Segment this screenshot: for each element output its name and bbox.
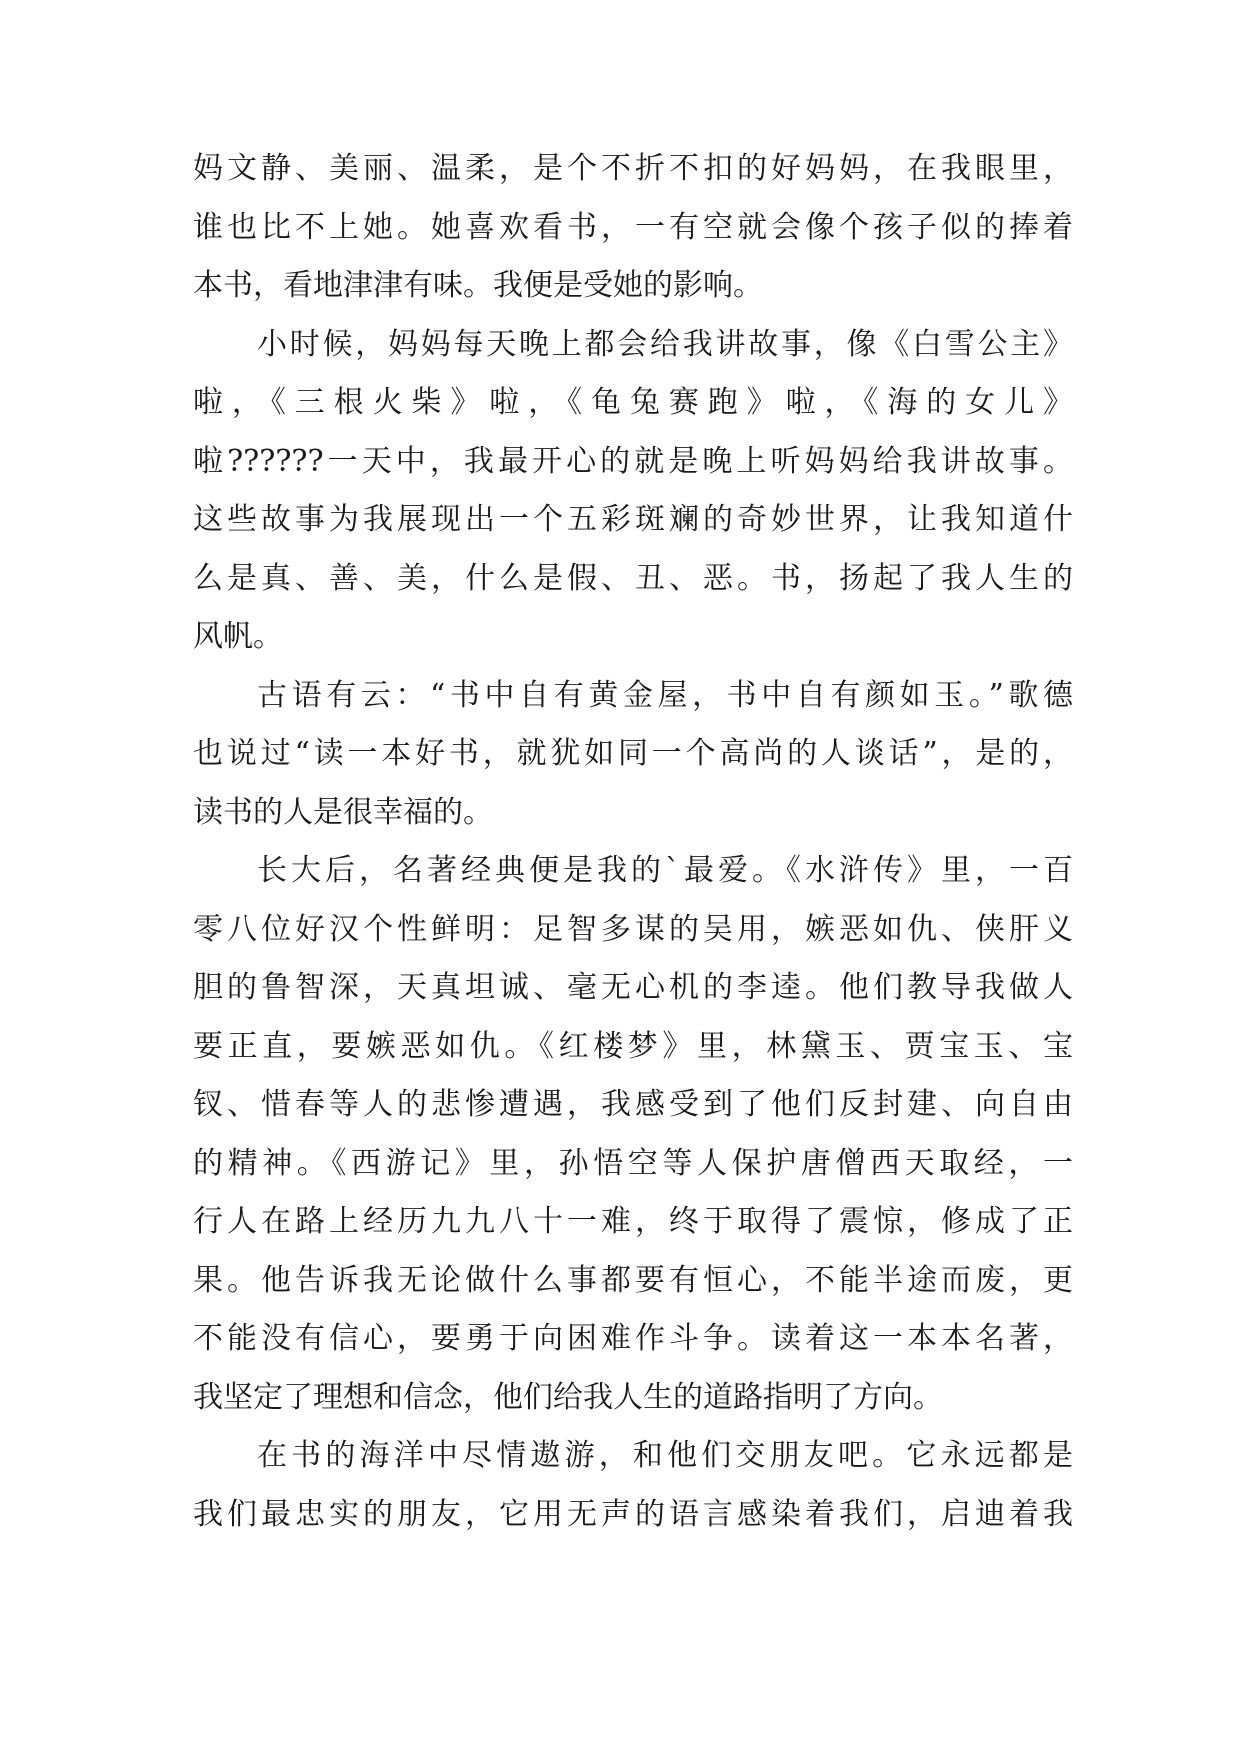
text-line: 果。他告诉我无论做什么事都要有恒心，不能半途而废，更 — [193, 1262, 1073, 1298]
text-line: 我坚定了理想和信念，他们给我人生的道路指明了方向。 — [193, 1379, 943, 1415]
text-line: 要正直，要嫉恶如仇。《红楼梦》里，林黛玉、贾宝玉、宝 — [193, 1028, 1073, 1064]
document-body — [193, 140, 1073, 1544]
text-line: 的精神。《西游记》里，孙悟空等人保护唐僧西天取经，一 — [193, 1145, 1073, 1181]
text-line: 啦，《三根火柴》啦，《龟兔赛跑》啦，《海的女儿》 — [193, 385, 1073, 420]
paragraph-first-line: 古语有云：“书中自有黄金屋，书中自有颜如玉。”歌德 — [257, 677, 1073, 713]
text-line: 不能没有信心，要勇于向困难作斗争。读着这一本本名著， — [193, 1321, 1073, 1356]
text-line: 胆的鲁智深，天真坦诚、毫无心机的李逵。他们教导我做人 — [193, 970, 1073, 1005]
text-line: 妈文静、美丽、温柔，是个不折不扣的好妈妈，在我眼里， — [193, 151, 1073, 186]
text-line: 谁也比不上她。她喜欢看书，一有空就会像个孩子似的捧着 — [193, 209, 1073, 245]
text-line: 么是真、善、美，什么是假、丑、恶。书，扬起了我人生的 — [193, 560, 1073, 596]
text-line: 我们最忠实的朋友，它用无声的语言感染着我们，启迪着我 — [193, 1496, 1073, 1532]
text-line: 风帆。 — [193, 619, 283, 654]
text-line: 零八位好汉个性鲜明：足智多谋的吴用，嫉恶如仇、侠肝义 — [193, 911, 1073, 947]
paragraph-first-line: 在书的海洋中尽情遨游，和他们交朋友吧。它永远都是 — [257, 1438, 1073, 1473]
text-line: 本书，看地津津有味。我便是受她的影响。 — [193, 268, 763, 303]
paragraph-first-line: 小时候，妈妈每天晚上都会给我讲故事，像《白雪公主》 — [257, 326, 1073, 362]
paragraph-first-line: 长大后，名著经典便是我的`最爱。《水浒传》里，一百 — [257, 853, 1073, 888]
text-line: 读书的人是很幸福的。 — [193, 794, 493, 830]
text-line: 行人在路上经历九九八十一难，终于取得了震惊，修成了正 — [193, 1204, 1073, 1239]
text-line: 也说过“读一本好书，就犹如同一个高尚的人谈话”，是的， — [193, 736, 1073, 771]
text-line: 钗、惜春等人的悲惨遭遇，我感受到了他们反封建、向自由 — [193, 1087, 1073, 1122]
text-line: 啦??????一天中，我最开心的就是晚上听妈妈给我讲故事。 — [193, 443, 1073, 479]
text-line: 这些故事为我展现出一个五彩斑斓的奇妙世界，让我知道什 — [193, 502, 1073, 537]
